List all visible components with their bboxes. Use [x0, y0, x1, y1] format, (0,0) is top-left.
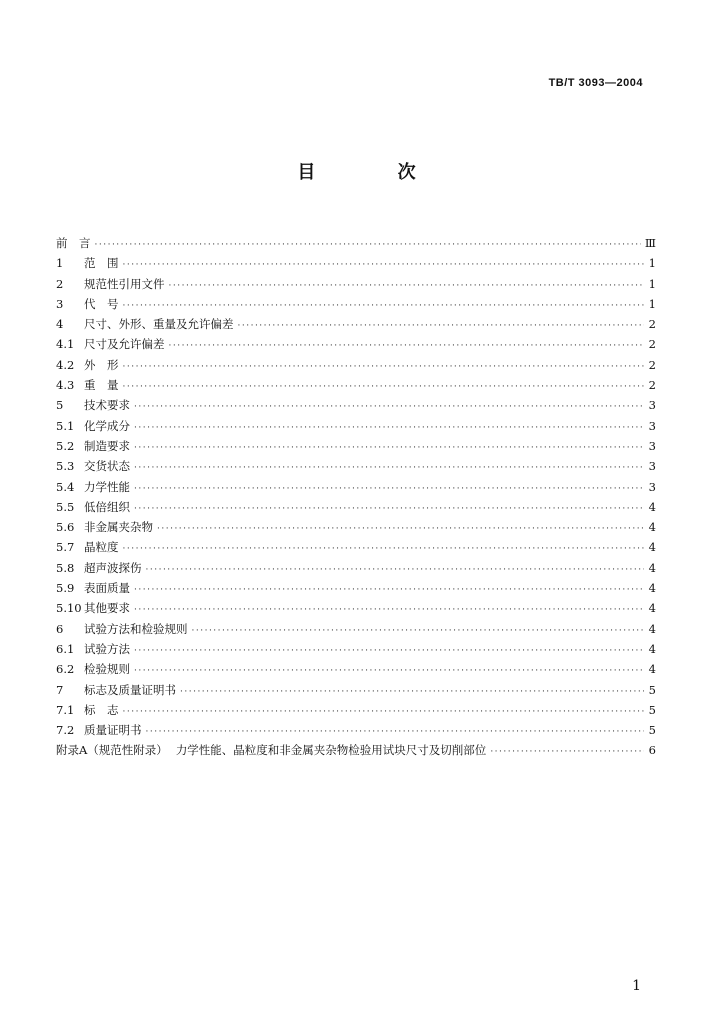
toc-entry[interactable]	[56, 477, 656, 497]
toc-entry-label: 低倍组织	[84, 499, 130, 514]
toc-entry[interactable]	[56, 680, 656, 700]
toc-leader-dots	[180, 682, 644, 702]
toc-leader-dots	[123, 357, 645, 377]
toc-entry-number: 5.10	[56, 601, 82, 616]
toc-entry-page: 2	[648, 378, 656, 393]
toc-entry-page: Ⅲ	[644, 236, 656, 250]
toc-entry-number: 1	[56, 256, 64, 271]
toc-entry-number: 5.2	[56, 438, 75, 453]
toc-entry[interactable]	[56, 233, 656, 253]
toc-leader-dots	[134, 458, 644, 478]
toc-entry-page: 5	[648, 723, 656, 738]
toc-entry[interactable]	[56, 537, 656, 557]
toc-entry[interactable]	[56, 659, 656, 679]
toc-entry-number: 6	[56, 621, 64, 636]
toc-leader-dots	[146, 560, 645, 580]
toc-entry-page: 4	[648, 601, 656, 616]
toc-entry-number: 5.3	[56, 459, 75, 474]
toc-entry-page: 1	[648, 276, 656, 291]
toc-entry-label: 晶粒度	[84, 540, 119, 555]
toc-entry[interactable]	[56, 700, 656, 720]
toc-entry-number: 5	[56, 398, 64, 413]
toc-entry[interactable]	[56, 720, 656, 740]
toc-entry-label: 非金属夹杂物	[84, 520, 153, 535]
toc-entry-label: 技术要求	[84, 398, 130, 413]
toc-leader-dots	[192, 621, 645, 641]
toc-leader-dots	[238, 316, 645, 336]
toc-entry-page: 1	[648, 296, 656, 311]
toc-entry-page: 4	[648, 499, 656, 514]
toc-entry-label: 其他要求	[84, 601, 130, 616]
toc-entry-label: 力学性能	[84, 479, 130, 494]
toc-entry-page: 4	[648, 581, 656, 596]
toc-entry-number: 6.2	[56, 662, 75, 677]
toc-entry-page: 4	[648, 540, 656, 555]
toc-entry-number: 附录A（规范性附录）	[56, 743, 168, 758]
toc-leader-dots	[134, 397, 644, 417]
toc-entry-page: 2	[648, 317, 656, 332]
toc-entry[interactable]	[56, 517, 656, 537]
toc-entry-number: 7.2	[56, 723, 75, 738]
toc-entry-label: 制造要求	[84, 438, 130, 453]
toc-entry-label: 范 围	[84, 256, 119, 271]
toc-entry[interactable]	[56, 314, 656, 334]
toc-entry-number: 5.6	[56, 520, 75, 535]
toc-entry-label: 超声波探伤	[84, 560, 142, 575]
toc-entry[interactable]	[56, 395, 656, 415]
toc-entry[interactable]	[56, 598, 656, 618]
toc-entry[interactable]	[56, 558, 656, 578]
toc-entry-page: 3	[648, 418, 656, 433]
toc-entry-page: 6	[648, 743, 656, 758]
toc-entry-page: 3	[648, 398, 656, 413]
toc-leader-dots	[134, 418, 644, 438]
toc-leader-dots	[123, 377, 645, 397]
toc-entry[interactable]	[56, 375, 656, 395]
toc-leader-dots	[95, 235, 641, 255]
toc-entry[interactable]	[56, 497, 656, 517]
toc-entry-number: 5.7	[56, 540, 75, 555]
toc-leader-dots	[123, 702, 645, 722]
toc-entry-label: 前 言	[56, 236, 91, 250]
toc-entry[interactable]	[56, 456, 656, 476]
toc-entry-number: 7.1	[56, 702, 75, 717]
toc-entry-label: 试验方法和检验规则	[84, 621, 188, 636]
toc-entry-number: 4	[56, 317, 64, 332]
toc-entry-page: 1	[648, 256, 656, 271]
toc-entry-label: 检验规则	[84, 662, 130, 677]
toc-entry-number: 5.1	[56, 418, 75, 433]
toc-entry-page: 4	[648, 560, 656, 575]
toc-entry-page: 4	[648, 662, 656, 677]
toc-entry-label: 尺寸及允许偏差	[84, 337, 165, 352]
toc-leader-dots	[157, 519, 644, 539]
toc-leader-dots	[146, 722, 645, 742]
toc-entry[interactable]	[56, 416, 656, 436]
toc-leader-dots	[169, 276, 645, 296]
toc-entry[interactable]	[56, 355, 656, 375]
toc-entry-number: 6.1	[56, 641, 75, 656]
toc-entry-number: 5.9	[56, 581, 75, 596]
toc-leader-dots	[134, 641, 644, 661]
toc-leader-dots	[123, 296, 645, 316]
toc-entry[interactable]	[56, 578, 656, 598]
toc-entry[interactable]	[56, 253, 656, 273]
toc-leader-dots	[490, 742, 644, 762]
standard-code: TB/T 3093—2004	[548, 77, 643, 89]
toc-entry-number: 4.1	[56, 337, 75, 352]
toc-entry-page: 2	[648, 357, 656, 372]
toc-entry-page: 2	[648, 337, 656, 352]
toc-leader-dots	[123, 539, 645, 559]
toc-entry-label: 表面质量	[84, 581, 130, 596]
toc-entry-page: 4	[648, 621, 656, 636]
toc-entry-number: 5.4	[56, 479, 75, 494]
toc-entry-label: 化学成分	[84, 418, 130, 433]
toc-entry-page: 3	[648, 479, 656, 494]
toc-entry[interactable]	[56, 294, 656, 314]
toc-entry-number: 5.5	[56, 499, 75, 514]
toc-entry-label: 代 号	[84, 296, 119, 311]
toc-entry[interactable]	[56, 740, 656, 760]
toc-entry[interactable]	[56, 274, 656, 294]
toc-entry-number: 5.8	[56, 560, 75, 575]
toc-leader-dots	[169, 336, 645, 356]
toc-leader-dots	[134, 479, 644, 499]
toc-leader-dots	[134, 661, 644, 681]
toc-leader-dots	[134, 600, 644, 620]
page-title: 目 次	[297, 162, 454, 183]
toc-entry-number: 7	[56, 682, 64, 697]
toc-entry-page: 5	[648, 682, 656, 697]
table-of-contents	[56, 233, 656, 761]
toc-entry-label: 外 形	[84, 357, 119, 372]
toc-entry-number: 4.3	[56, 378, 75, 393]
toc-entry-label: 力学性能、晶粒度和非金属夹杂物检验用试块尺寸及切削部位	[175, 743, 487, 758]
toc-entry-page: 3	[648, 438, 656, 453]
toc-leader-dots	[123, 255, 645, 275]
toc-entry[interactable]	[56, 436, 656, 456]
toc-leader-dots	[134, 499, 644, 519]
toc-entry-label: 重 量	[84, 378, 119, 393]
toc-entry[interactable]	[56, 334, 656, 354]
toc-entry-number: 4.2	[56, 357, 75, 372]
toc-entry-label: 试验方法	[84, 641, 130, 656]
toc-entry-label: 规范性引用文件	[84, 276, 165, 291]
toc-entry-page: 4	[648, 520, 656, 535]
toc-entry-label: 标志及质量证明书	[84, 682, 176, 697]
toc-entry-page: 3	[648, 459, 656, 474]
toc-entry-label: 交货状态	[84, 459, 130, 474]
toc-entry-label: 尺寸、外形、重量及允许偏差	[84, 317, 234, 332]
toc-entry-page: 5	[648, 702, 656, 717]
toc-entry-number: 2	[56, 276, 64, 291]
toc-entry-label: 质量证明书	[84, 723, 142, 738]
page-number: 1	[632, 978, 641, 994]
toc-entry[interactable]	[56, 639, 656, 659]
toc-entry[interactable]	[56, 619, 656, 639]
toc-entry-label: 标 志	[84, 702, 119, 717]
toc-entry-page: 4	[648, 641, 656, 656]
toc-leader-dots	[134, 438, 644, 458]
toc-leader-dots	[134, 580, 644, 600]
toc-entry-number: 3	[56, 296, 64, 311]
